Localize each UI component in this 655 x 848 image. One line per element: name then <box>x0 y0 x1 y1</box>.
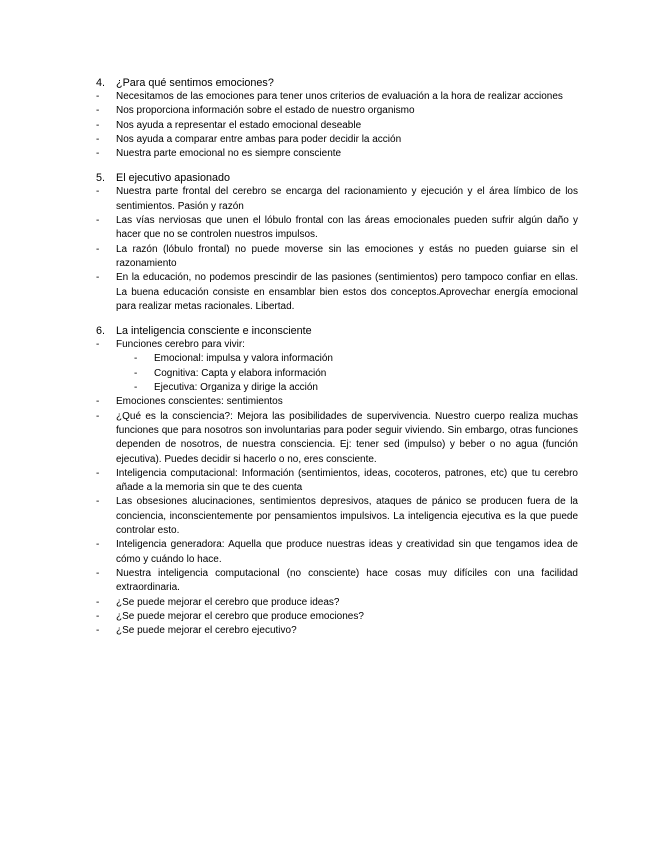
bullet-dash: - <box>96 496 100 508</box>
list-item: - Nuestra parte frontal del cerebro se encarga del racionamiento y ejecución y el área límbico de los sentimientos. Pasión y razón <box>96 185 578 214</box>
section-number: 6. <box>96 325 106 338</box>
bullet-dash: - <box>96 610 100 622</box>
section-heading <box>96 171 578 185</box>
bullet-dash: - <box>96 119 100 131</box>
bullet-dash: - <box>96 243 100 255</box>
list-item: - Funciones cerebro para vivir: <box>96 338 578 352</box>
list-item: - Nos proporciona información sobre el estado de nuestro organismo <box>96 104 578 118</box>
bullet-list <box>96 90 578 161</box>
section-6 <box>96 324 578 638</box>
document-page <box>96 76 578 648</box>
list-item: - ¿Se puede mejorar el cerebro ejecutivo? <box>96 624 578 638</box>
section-4 <box>96 76 578 161</box>
section-title: La inteligencia consciente e inconsciente <box>116 325 312 338</box>
list-item: - Las vías nerviosas que unen el lóbulo frontal con las áreas emocionales pueden sufrir algún daño y hacer que no se controlen nuestros impulsos. <box>96 214 578 243</box>
section-title: ¿Para qué sentimos emociones? <box>116 77 274 89</box>
section-title: El ejecutivo apasionado <box>116 172 231 185</box>
list-item: - Inteligencia generadora: Aquella que produce nuestras ideas y creatividad sin que tengamos idea de cómo y cuándo lo hace. <box>96 538 578 567</box>
bullet-dash: - <box>96 625 100 637</box>
bullet-dash: - <box>96 567 100 579</box>
sub-list-item: - Ejecutiva: Organiza y dirige la acción <box>96 381 578 395</box>
bullet-dash: - <box>134 382 138 394</box>
bullet-dash: - <box>96 133 100 145</box>
bullet-list <box>96 185 578 314</box>
bullet-dash: - <box>96 186 100 198</box>
section-heading <box>96 76 578 90</box>
bullet-dash: - <box>96 410 100 422</box>
bullet-dash: - <box>134 367 138 379</box>
list-item: - Nuestra parte emocional no es siempre consciente <box>96 147 578 161</box>
bullet-dash: - <box>96 339 100 351</box>
list-item: - Emociones conscientes: sentimientos <box>96 395 578 409</box>
list-item: - La razón (lóbulo frontal) no puede moverse sin las emociones y estás no pueden guiarse sin el razonamiento <box>96 243 578 272</box>
list-item: - Las obsesiones alucinaciones, sentimientos depresivos, ataques de pánico se producen fuera de la conciencia, inconscientemente por pensamientos impulsivos. La inteligencia ejecutiva es la que puede controlar esto. <box>96 495 578 538</box>
bullet-dash: - <box>96 467 100 479</box>
bullet-dash: - <box>96 105 100 117</box>
list-item: - ¿Qué es la consciencia?: Mejora las posibilidades de supervivencia. Nuestro cuerpo realiza muchas funciones que para nosotros son involuntarias para poder seguir viviendo. Sin embargo, otras funciones dependen de nosotros, de nuestra consciencia. Ej: tener sed (impulso) y beber o no agua (función ejecutiva). Puedes decidir si hacerlo o no, eres consciente. <box>96 410 578 467</box>
sub-bullet-list <box>96 352 578 395</box>
list-item: - Nuestra inteligencia computacional (no consciente) hace cosas muy difíciles con una facilidad extraordinaria. <box>96 567 578 596</box>
list-item: - ¿Se puede mejorar el cerebro que produce emociones? <box>96 610 578 624</box>
bullet-dash: - <box>96 272 100 284</box>
sub-list-item: - Cognitiva: Capta y elabora información <box>96 367 578 381</box>
bullet-list <box>96 395 578 638</box>
bullet-dash: - <box>96 91 100 102</box>
list-item: - Necesitamos de las emociones para tener unos criterios de evaluación a la hora de realizar acciones <box>96 90 578 104</box>
sub-list-item: - Emocional: impulsa y valora información <box>96 352 578 366</box>
section-number: 5. <box>96 172 106 185</box>
section-5 <box>96 171 578 314</box>
bullet-dash: - <box>134 353 138 365</box>
section-number: 4. <box>96 77 106 89</box>
bullet-list <box>96 338 578 352</box>
list-item: - En la educación, no podemos prescindir de las pasiones (sentimientos) pero tampoco confiar en ellas. La buena educación consiste en ensamblar bien estos dos conceptos.Aprovechar energía emocional para realizar metas racionales. Libertad. <box>96 271 578 314</box>
list-item: - Nos ayuda a comparar entre ambas para poder decidir la acción <box>96 133 578 147</box>
bullet-dash: - <box>96 396 100 408</box>
list-item: - Inteligencia computacional: Información (sentimientos, ideas, cocoteros, patrones, etc) que tu cerebro añade a la memoria sin que te des cuenta <box>96 467 578 496</box>
bullet-dash: - <box>96 215 100 227</box>
list-item: - ¿Se puede mejorar el cerebro que produce ideas? <box>96 596 578 610</box>
bullet-dash: - <box>96 596 100 608</box>
section-heading <box>96 324 578 338</box>
bullet-dash: - <box>96 539 100 551</box>
list-item: - Nos ayuda a representar el estado emocional deseable <box>96 119 578 133</box>
bullet-dash: - <box>96 148 100 160</box>
